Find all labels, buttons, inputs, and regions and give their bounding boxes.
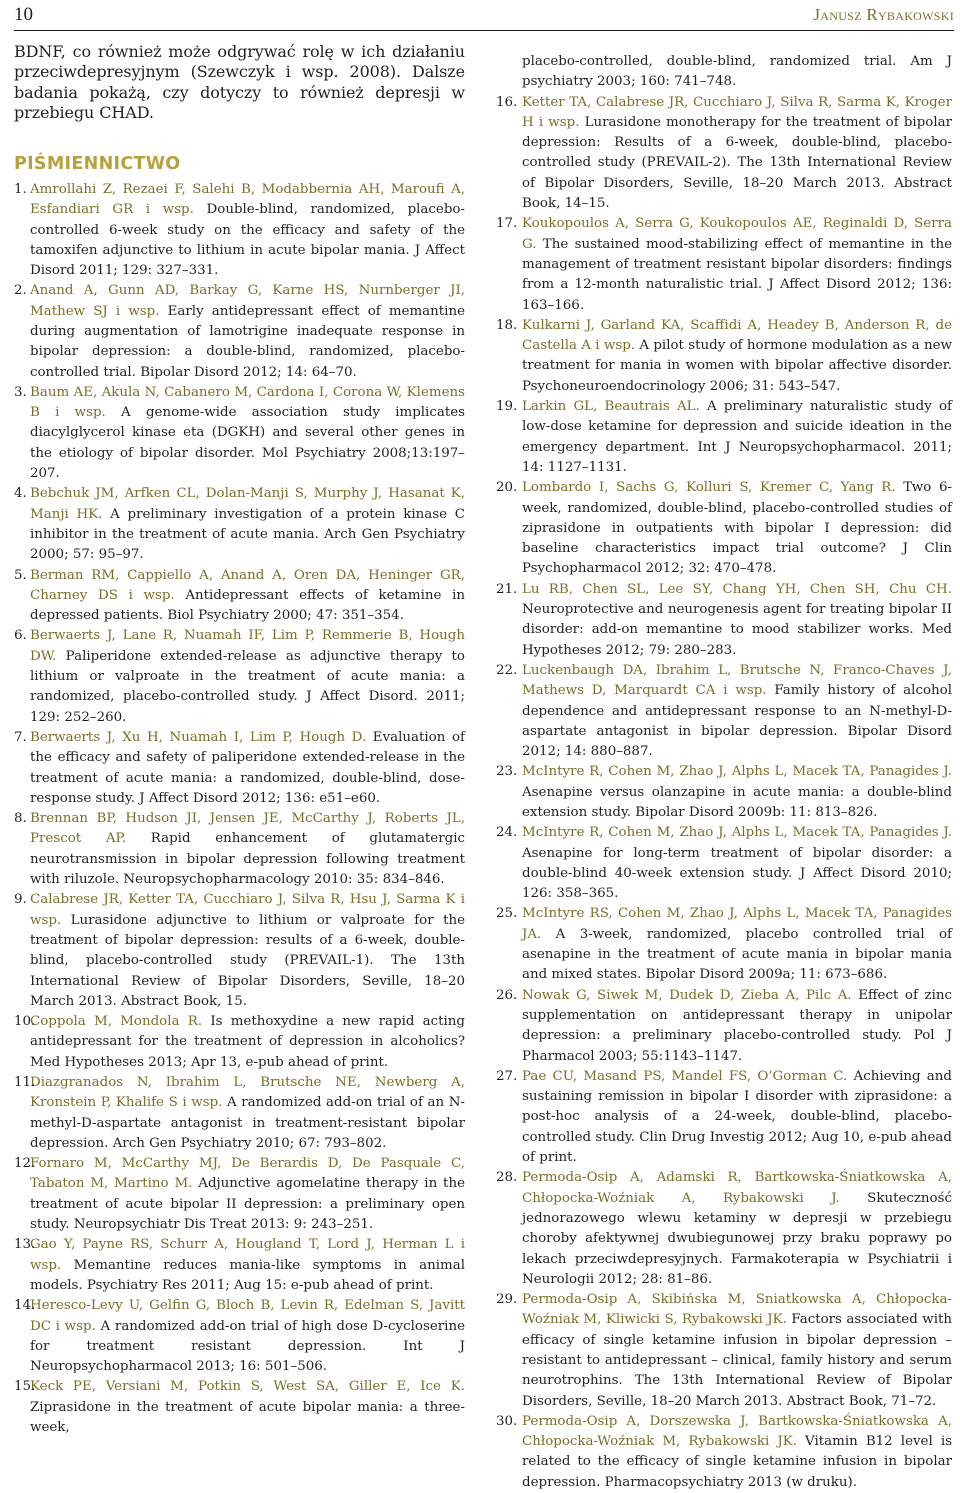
reference-item — [496, 214, 952, 315]
reference-item — [14, 809, 465, 890]
reference-authors: Berwaerts J, Lane R, Nuamah IF, Lim P, Remmerie B, Hough DW. — [30, 628, 465, 664]
page-number: 10 — [14, 4, 33, 25]
reference-item — [496, 904, 952, 985]
reference-authors: Berman RM, Cappiello A, Anand A, Oren DA, Heninger GR, Charney DS i wsp. — [30, 567, 465, 603]
reference-number: 2. — [14, 283, 27, 299]
reference-text: A genome-wide association study implicates diacylglycerol kinase eta (DGKH) and several other genes in the etiology of bipolar disorder. Mol Psychiatry 2008;13:197–207. — [30, 405, 465, 482]
reference-authors: Bebchuk JM, Arfken CL, Dolan-Manji S, Murphy J, Hasanat K, Manji HK. — [30, 486, 465, 522]
reference-authors: Nowak G, Siwek M, Dudek D, Zieba A, Pilc A. — [522, 987, 852, 1003]
reference-number: 23. — [496, 764, 518, 780]
reference-list-left — [14, 180, 465, 1438]
reference-authors: Gao Y, Payne RS, Schurr A, Hougland T, Lord J, Herman L i wsp. — [30, 1237, 465, 1273]
reference-text: A preliminary naturalistic study of low-dose ketamine for depression and suicide ideation in the emergency department. Int J Neuropsychopharmacol. 2011; 14: 1127–1131. — [522, 399, 952, 475]
reference-number: 20. — [496, 480, 518, 496]
reference-text: Factors associated with efficacy of single ketamine infusion in bipolar depression – resistant to antidepressant – clinical, family history and serum neurotrophins. The 13th International Review of Bipolar Disorders, Seville, 18–20 March 2013. Abstract Book, 71–72. — [522, 1312, 952, 1409]
running-head: Janusz Rybakowski — [813, 5, 954, 24]
page-header — [0, 0, 960, 30]
reference-text: Rapid enhancement of glutamatergic neurotransmission in bipolar depression following treatment with riluzole. Neuropsychopharmacology 2010: 35: 834–846. — [30, 831, 465, 888]
reference-number: 24. — [496, 825, 518, 841]
reference-authors: Coppola M, Mondola R. — [30, 1014, 203, 1030]
reference-number: 25. — [496, 906, 518, 922]
reference-item — [496, 397, 952, 478]
reference-item — [496, 823, 952, 904]
reference-number: 5. — [14, 567, 27, 583]
reference-number: 17. — [496, 216, 518, 232]
reference-text: Two 6-week, randomized, double-blind, placebo-controlled studies of ziprasidone in outpatients with bipolar I depression: did baseline characteristics impact trial outcome? J Clin Psychopharmacol 2012; 32: 470–478. — [522, 480, 952, 577]
reference-item — [14, 1012, 465, 1073]
reference-authors: Permoda-Osip A, Dorszewska J, Bartkowska-Śniatkowska A, Chłopocka-Woźniak M, Rybakowski JK. — [522, 1413, 952, 1450]
reference-continuation: placebo-controlled, double-blind, randomized trial. Am J psychiatry 2003; 160: 741–748. — [522, 54, 952, 90]
reference-text: The sustained mood-stabilizing effect of memantine in the management of treatment resistant bipolar disorders: findings from a 12-month naturalistic trial. J Affect Disord 2012; 136: 163–166. — [522, 236, 952, 313]
reference-text: Double-blind, randomized, placebo-controlled 6-week study on the efficacy and safety of the tamoxifen adjunctive to lithium in acute bipolar mania. J Affect Disord 2011; 129: 327–331. — [30, 202, 465, 279]
reference-list-right — [496, 93, 952, 1493]
reference-number: 6. — [14, 628, 27, 644]
reference-authors: Larkin GL, Beautrais AL. — [522, 399, 700, 415]
reference-text: Vitamin B12 level is related to the efficacy of single ketamine infusion in bipolar depression. Pharmacopsychiatry 2013 (w druku). — [522, 1434, 952, 1490]
reference-number: 3. — [14, 384, 27, 400]
reference-text: A randomized add-on trial of high dose D-cycloserine for treatment resistant depression. Int J Neuropsychopharmacol 2013; 16: 501–506. — [30, 1318, 465, 1375]
reference-text: Ziprasidone in the treatment of acute bipolar mania: a three-week, — [30, 1399, 465, 1436]
reference-number: 27. — [496, 1068, 518, 1084]
reference-item — [14, 1296, 465, 1377]
reference-number: 30. — [496, 1413, 518, 1429]
reference-number: 26. — [496, 987, 518, 1003]
reference-item — [496, 1168, 952, 1290]
reference-text: Antidepressant effects of ketamine in depressed patients. Biol Psychiatry 2000; 47: 351–354. — [30, 587, 465, 624]
reference-authors: McIntyre R, Cohen M, Zhao J, Alphs L, Macek TA, Panagides J. — [522, 764, 952, 780]
reference-number: 4. — [14, 486, 27, 502]
reference-item — [496, 478, 952, 579]
reference-authors: Amrollahi Z, Rezaei F, Salehi B, Modabbernia AH, Maroufi A, Esfandiari GR i wsp. — [30, 181, 465, 218]
reference-item — [14, 1154, 465, 1235]
reference-text: Neuroprotective and neurogenesis agent for treating bipolar II disorder: add-on memantine to mood stabilizer works. Med Hypotheses 2012; 79: 280–283. — [522, 602, 952, 658]
reference-number: 19. — [496, 399, 518, 415]
reference-text: Memantine reduces mania-like symptoms in animal models. Psychiatry Res 2011; Aug 15: e-pub ahead of print. — [30, 1257, 465, 1293]
reference-text: A 3-week, randomized, placebo controlled trial of asenapine in the treatment of acute mania in bipolar mania and mixed states. Bipolar Disord 2009a; 11: 673–686. — [522, 926, 952, 983]
reference-number: 18. — [496, 317, 518, 333]
reference-text: Asenapine versus olanzapine in acute mania: a double-blind extension study. Bipolar Disord 2009b: 11: 813–826. — [522, 784, 952, 820]
reference-item — [496, 316, 952, 397]
reference-item — [496, 661, 952, 762]
reference-authors: Keck PE, Versiani M, Potkin S, West SA, Giller E, Ice K. — [30, 1379, 465, 1395]
reference-text: A pilot study of hormone modulation as a new treatment for mania in women with bipolar affective disorder. Psychoneuroendocrinology 2006; 31: 543–547. — [522, 338, 952, 394]
reference-text: Family history of alcohol dependence and antidepressant response to an N-methyl-D-aspartate antagonist in bipolar depression. Bipolar Disord 2012; 14: 880–887. — [522, 683, 952, 760]
reference-authors: Lu RB, Chen SL, Lee SY, Chang YH, Chen SH, Chu CH. — [522, 581, 952, 597]
reference-item — [496, 986, 952, 1067]
reference-text: Lurasidone monotherapy for the treatment of bipolar depression: Results of a 6-week, double-blind, placebo-controlled study (PREVAIL-2). The 13th International Review of Bipolar Disorders, Seville, 18–20 March 2013. Abstract Book, 14–15. — [522, 114, 952, 212]
reference-number: 7. — [14, 729, 27, 745]
reference-number: 9. — [14, 892, 27, 908]
reference-item — [14, 566, 465, 627]
left-column — [14, 42, 465, 1438]
reference-item — [14, 484, 465, 565]
reference-text: Early antidepressant effect of memantine during augmentation of lamotrigine inadequate response in bipolar depression: a double-blind, randomized, placebo-controlled trial. Bipolar Disord 2012; 14: 64–70. — [30, 303, 466, 380]
reference-authors: Fornaro M, McCarthy MJ, De Berardis D, De Pasquale C, Tabaton M, Martino M. — [30, 1156, 465, 1192]
reference-number: 11. — [14, 1074, 36, 1090]
reference-number: 1. — [14, 181, 27, 197]
reference-authors: Baum AE, Akula N, Cabanero M, Cardona I, Corona W, Klemens B i wsp. — [30, 384, 465, 421]
reference-item — [14, 626, 465, 727]
reference-item — [14, 1377, 465, 1438]
reference-text: Paliperidone extended-release as adjunctive therapy to lithium or valproate in the treatment of acute mania: a randomized, placebo-controlled study. J Affect Disord. 2011; 129: 252–260. — [30, 648, 465, 725]
reference-authors: Berwaerts J, Xu H, Nuamah I, Lim P, Hough D. — [30, 729, 367, 745]
reference-number: 21. — [496, 581, 518, 597]
reference-number: 12. — [14, 1156, 36, 1172]
reference-item — [14, 728, 465, 809]
reference-text: Adjunctive agomelatine therapy in the treatment of acute bipolar II depression: a preliminary open study. Neuropsychiatr Dis Treat 2013: 9: 243–251. — [30, 1176, 465, 1233]
reference-item — [496, 1290, 952, 1412]
reference-text: A randomized add-on trial of an N-methyl-D-aspartate antagonist in treatment-resistant bipolar depression. Arch Gen Psychiatry 2010; 67: 793–802. — [30, 1095, 465, 1151]
reference-number: 16. — [496, 94, 518, 110]
header-rule — [14, 30, 954, 31]
reference-item — [496, 1067, 952, 1168]
reference-number: 15. — [14, 1379, 36, 1395]
reference-item — [14, 890, 465, 1012]
reference-number: 8. — [14, 811, 27, 827]
reference-number: 13. — [14, 1237, 36, 1253]
reference-item — [496, 1412, 952, 1493]
reference-authors: Diazgranados N, Ibrahim L, Brutsche NE, Newberg A, Kronstein P, Khalife S i wsp. — [30, 1074, 465, 1111]
reference-authors: Ketter TA, Calabrese JR, Cucchiaro J, Silva R, Sarma K, Kroger H i wsp. — [522, 94, 952, 130]
reference-text: Skuteczność jednorazowego wlewu ketaminy w depresji w przebiegu choroby afektywnej dwubiegunowej przy braku poprawy po lekach przeciwdepresyjnych. Farmakoterapia w Psychiatrii i Neurologii 2012; 28: 81–86. — [522, 1190, 952, 1287]
reference-authors: Kulkarni J, Garland KA, Scaffidi A, Headey B, Anderson R, de Castella A i wsp. — [522, 317, 952, 354]
reference-item — [496, 93, 952, 215]
reference-authors: Lombardo I, Sachs G, Kolluri S, Kremer C, Yang R. — [522, 480, 896, 496]
reference-text: A preliminary investigation of a protein kinase C inhibitor in the treatment of acute mania. Arch Gen Psychiatry 2000; 57: 95–97. — [30, 506, 466, 563]
reference-authors: Heresco-Levy U, Gelfin G, Bloch B, Levin R, Edelman S, Javitt DC i wsp. — [30, 1298, 465, 1334]
intro-paragraph: BDNF, co również może odgrywać rolę w ich działaniu przeciwdepresyjnym (Szewczyk i wsp. 2008). Dalsze badania pokażą, czy dotyczy to również depresji w przebiegu CHAD. — [14, 42, 465, 123]
reference-number: 29. — [496, 1292, 518, 1308]
reference-text: Is methoxydine a new rapid acting antidepressant for the treatment of depression in alcoholics? Med Hypotheses 2013; Apr 13, e-pub ahead of print. — [30, 1014, 466, 1070]
reference-number: 10. — [14, 1014, 36, 1030]
reference-authors: Calabrese JR, Ketter TA, Cucchiaro J, Silva R, Hsu J, Sarma K i wsp. — [30, 892, 465, 928]
reference-number: 28. — [496, 1170, 518, 1186]
reference-authors: McIntyre R, Cohen M, Zhao J, Alphs L, Macek TA, Panagides J. — [522, 825, 952, 841]
reference-item — [14, 1235, 465, 1296]
reference-authors: Anand A, Gunn AD, Barkay G, Karne HS, Nurnberger JI, Mathew SJ i wsp. — [30, 283, 465, 319]
reference-text: Achieving and sustaining remission in bipolar I disorder with ziprasidone: a post-hoc analysis of a 24-week, double-blind, placebo-controlled study. Clin Drug Investig 2012; Aug 10, e-pub ahead of print. — [522, 1068, 952, 1166]
reference-authors: McIntyre RS, Cohen M, Zhao J, Alphs L, Macek TA, Panagides JA. — [522, 906, 952, 942]
reference-item — [14, 281, 465, 382]
reference-text: Lurasidone adjunctive to lithium or valproate for the treatment of bipolar depression: results of a 6-week, double-blind, placebo-controlled study (PREVAIL-1). The 13th International Review of Bipolar Disorders, Seville, 18–20 March 2013. Abstract Book, 15. — [30, 912, 465, 1009]
right-column — [496, 52, 952, 1493]
reference-text: Asenapine for long-term treatment of bipolar disorder: a double-blind 40-week extension study. J Affect Disord 2010; 126: 358–365. — [522, 845, 952, 902]
reference-item — [496, 762, 952, 823]
reference-authors: Permoda-Osip A, Skibińska M, Sniatkowska A, Chłopocka-Woźniak M, Kliwicki S, Rybakowski JK. — [522, 1292, 952, 1328]
reference-number: 22. — [496, 662, 518, 678]
reference-number: 14. — [14, 1298, 36, 1314]
reference-authors: Brennan BP, Hudson JI, Jensen JE, McCarthy J, Roberts JL, Prescot AP. — [30, 811, 465, 847]
reference-item — [14, 383, 465, 484]
reference-authors: Koukopoulos A, Serra G, Koukopoulos AE, Reginaldi D, Serra G. — [522, 216, 952, 252]
reference-text: Evaluation of the efficacy and safety of paliperidone extended-release in the treatment of acute mania: a randomized, double-blind, dose-response study. J Affect Disord 2012; 136: e51–e60. — [30, 729, 465, 806]
reference-authors: Permoda-Osip A, Adamski R, Bartkowska-Śniatkowska A, Chłopocka-Woźniak A, Rybakowski J. — [522, 1170, 952, 1206]
reference-item — [496, 580, 952, 661]
reference-text: Effect of zinc supplementation on antidepressant therapy in unipolar depression: a preliminary placebo-controlled study. Pol J Pharmacol 2003; 55:1143–1147. — [522, 987, 952, 1064]
reference-authors: Luckenbaugh DA, Ibrahim L, Brutsche N, Franco-Chaves J, Mathews D, Marquardt CA i wsp. — [522, 662, 952, 699]
section-title: PIŚMIENNICTWO — [14, 153, 181, 174]
reference-item — [14, 180, 465, 281]
reference-item — [14, 1073, 465, 1154]
reference-authors: Pae CU, Masand PS, Mandel FS, O’Gorman C. — [522, 1068, 848, 1084]
